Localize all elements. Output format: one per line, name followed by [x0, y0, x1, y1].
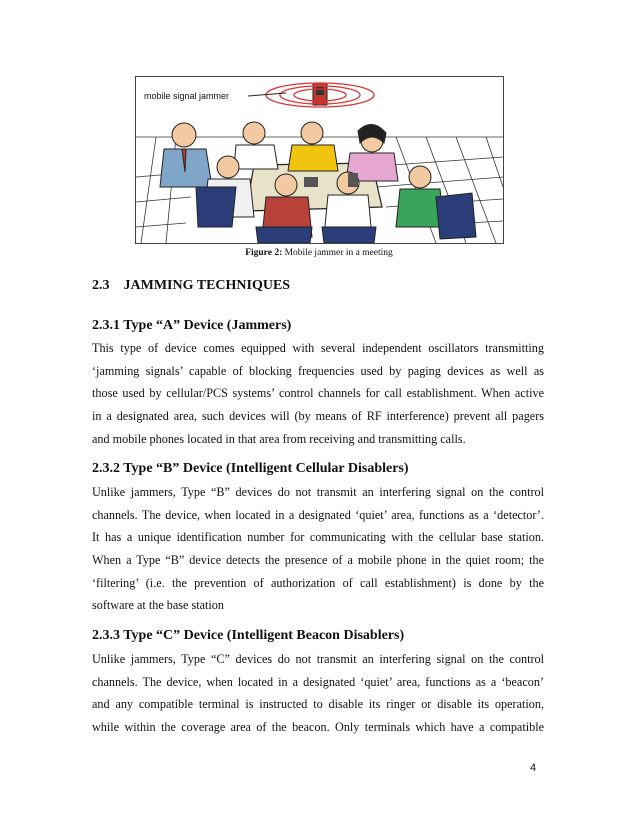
text-line: in a designated area, such devices will (by means of RF interference) prevent all pagers: [92, 409, 544, 424]
text-line: channels. The device, when located in a designated ‘quiet’ area, functions as a ‘detector’.: [92, 507, 544, 522]
text-line: those used by cellular/PCS systems’ control channels for call establishment. When active: [92, 386, 544, 401]
subsection-heading-2-3-3: 2.3.3 Type “C” Device (Intelligent Beacon Disablers): [92, 628, 405, 643]
text-line: Unlike jammers, Type “B” devices do not transmit an interfering signal on the control: [92, 485, 544, 499]
page-number: 4: [530, 762, 537, 774]
section-number: 2.3: [92, 278, 110, 293]
figure-label: mobile signal jammer: [144, 91, 230, 101]
meeting-cartoon-image: [136, 77, 503, 243]
section-heading: [92, 278, 290, 294]
figure-caption: [0, 248, 638, 258]
caption-label: Figure 2:: [245, 248, 283, 258]
text-line: software at the base station: [92, 598, 224, 613]
meeting-illustration: [135, 76, 504, 244]
text-line: and mobile phones located in that area from receiving and transmitting calls.: [92, 431, 466, 446]
subsection-heading-2-3-1: 2.3.1 Type “A” Device (Jammers): [92, 318, 292, 333]
caption-text: Mobile jammer in a meeting: [282, 248, 393, 258]
text-line: while within the coverage area of the beacon. Only terminals which have a compatible: [92, 720, 544, 735]
text-line: When a Type “B” device detects the presence of a mobile phone in the quiet room; the: [92, 553, 544, 568]
text-line: ‘filtering’ (i.e. the prevention of authorization of call establishment) is done by the: [92, 575, 544, 590]
text-line: ‘jamming signals’ capable of blocking frequencies used by paging devices as well as: [92, 363, 544, 378]
subsection-heading-2-3-2: 2.3.2 Type “B” Device (Intelligent Cellular Disablers): [92, 461, 409, 476]
text-line: This type of device comes equipped with several independent oscillators transmitting: [92, 341, 544, 355]
section-title: JAMMING TECHNIQUES: [123, 278, 291, 293]
text-line: channels. The device, when located in a designated ‘quiet’ area, functions as a ‘beacon’: [92, 674, 544, 689]
paragraph-type-b: [92, 481, 544, 617]
text-line: and any compatible terminal is instructed to disable its ringer or disable its operation,: [92, 697, 544, 712]
paragraph-type-c: [92, 648, 544, 739]
text-line: Unlike jammers, Type “C” devices do not transmit an interfering signal on the control: [92, 652, 544, 666]
text-line: It has a unique identification number for communicating with the cellular base station.: [92, 530, 544, 545]
paragraph-type-a: [92, 337, 544, 450]
